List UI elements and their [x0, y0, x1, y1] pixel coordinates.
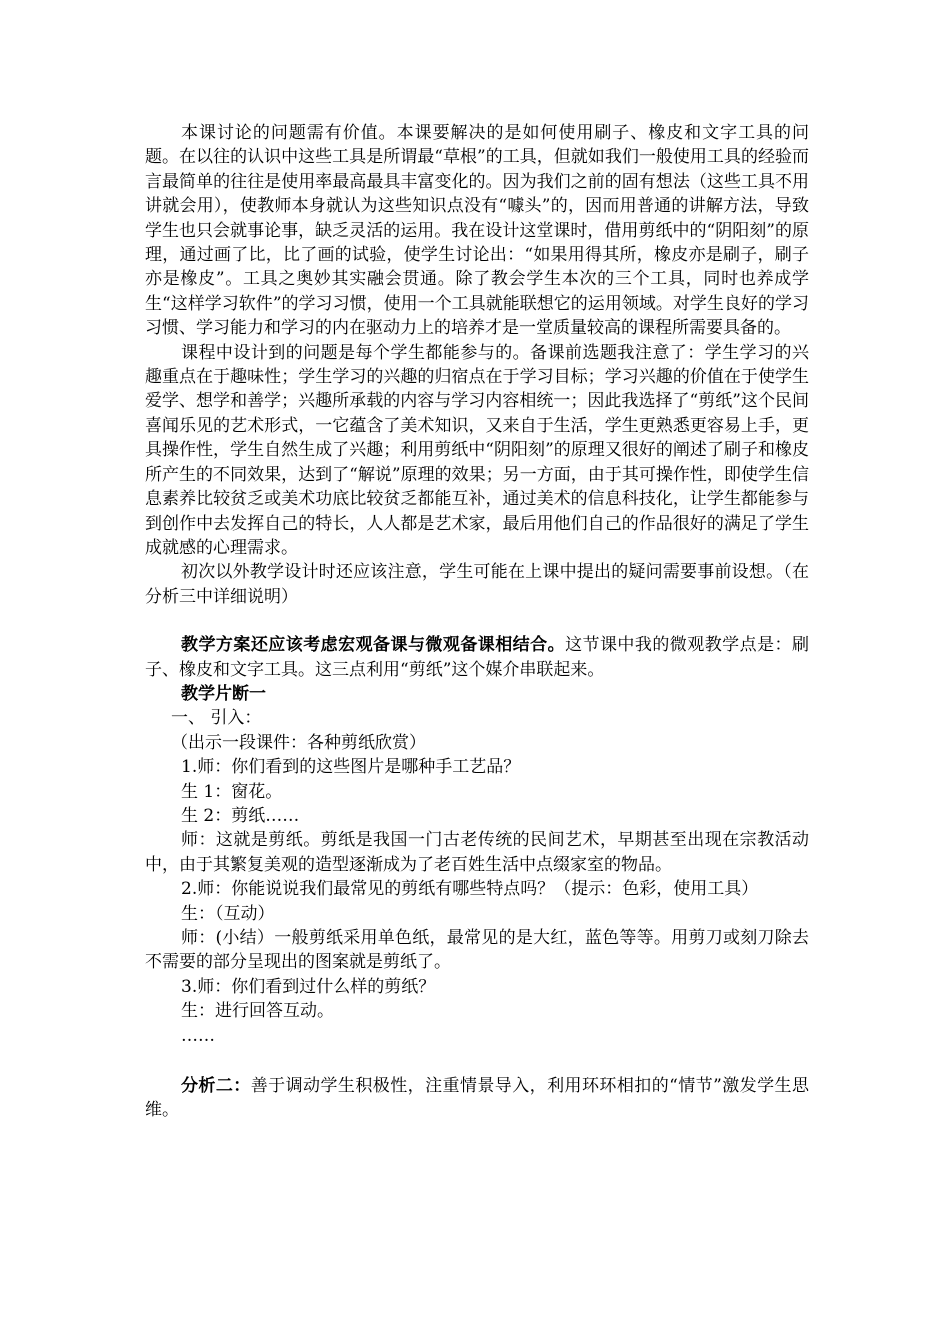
section-title: 教学片断一	[181, 683, 266, 704]
teacher-explanation-1: 师：这就是剪纸。剪纸是我国一门古老传统的民间艺术，早期甚至出现在宗教活动中，由于其繁复美观的造型逐渐成为了老百姓生活中点缀家室的物品。	[145, 830, 809, 875]
paragraph-participation: 课程中设计到的问题是每个学生都能参与的。备课前选题我注意了：学生学习的兴趣重点在于趣味性；学生学习的兴趣的归宿点在于学习目标；学习兴趣的价值在于使学生爱学、想学和善学；兴趣所承载的内容与学习内容相统一；因此我选择了“剪纸”这个民间喜闻乐见的艺术形式，一它蕴含了美术知识，又来自于生活，学生更熟悉更容易上手，更具操作性，学生自然生成了兴趣；利用剪纸中“阴阳刻”的原理又很好的阐述了刷子和橡皮所产生的不同效果，达到了“解说”原理的效果；另一方面，由于其可操作性，即使学生信息素养比较贫乏或美术功底比较贫乏都能互补，通过美术的信息科技化，让学生都能参与到创作中去发挥自己的特长，人人都是艺术家，最后用他们自己的作品很好的满足了学生成就感的心理需求。	[145, 342, 809, 558]
paragraph-macro-micro-bold: 教学方案还应该考虑宏观备课与微观备课相结合。	[181, 635, 566, 656]
teacher-question-2: 2.师：你能说说我们最常见的剪纸有哪些特点吗？（提示：色彩，使用工具）	[181, 879, 759, 900]
student-answer-2: 生 2：剪纸……	[181, 805, 300, 826]
ellipsis: ……	[181, 1025, 215, 1046]
teacher-summary: 师：(小结）一般剪纸采用单色纸，最常见的是大红，蓝色等等。用剪刀或刻刀除去不需要的部分呈现出的图案就是剪纸了。	[145, 928, 809, 973]
teacher-question-1: 1.师：你们看到的这些图片是哪种手工艺品？	[181, 757, 521, 778]
paragraph-preparation-note: 初次以外教学设计时还应该注意，学生可能在上课中提出的疑问需要事前设想。（在分析三中详细说明）	[145, 562, 809, 607]
analysis-two-label: 分析二：	[181, 1076, 251, 1097]
paragraph-macro-micro	[145, 633, 809, 682]
student-answer-3: 生：（互动）	[181, 903, 275, 924]
teacher-question-3: 3.师：你们看到过什么样的剪纸？	[181, 976, 436, 997]
courseware-note: （出示一段课件：各种剪纸欣赏）	[171, 732, 426, 753]
analysis-two	[145, 1074, 809, 1123]
paragraph-macro-micro-text: 这节课中我的微观教学点是：刷子、橡皮和文字工具。这三点利用“剪纸”这个媒介串联起来。	[145, 635, 810, 680]
paragraph-value-of-questions: 本课讨论的问题需有价值。本课要解决的是如何使用刷子、橡皮和文字工具的问题。在以往的认识中这些工具是所谓最“草根”的工具，但就如我们一般使用工具的经验而言最简单的往往是使用率最高最具丰富变化的。因为我们之前的固有想法（这些工具不用讲就会用），使教师本身就认为这些知识点没有“噱头”的，因而用普通的讲解方法，导致学生也只会就事论事，缺乏灵活的运用。我在设计这堂课时，借用剪纸中的“阴阳刻”的原理，通过画了比，比了画的试验，使学生讨论出：“如果用得其所，橡皮亦是刷子，刷子亦是橡皮”。工具之奥妙其实融会贯通。除了教会学生本次的三个工具，同时也养成学生“这样学习软件”的学习习惯，使用一个工具就能联想它的运用领域。对学生良好的学习习惯、学习能力和学习的内在驱动力上的培养才是一堂质量较高的课程所需要具备的。	[145, 123, 809, 339]
student-answer-4: 生：进行回答互动。	[181, 1001, 334, 1022]
analysis-two-text: 善于调动学生积极性，注重情景导入，利用环环相扣的“情节”激发学生思维。	[145, 1076, 809, 1121]
student-answer-1: 生 1：窗花。	[181, 781, 283, 802]
document-page	[145, 121, 809, 1123]
step-intro: 一、 引入：	[171, 708, 262, 729]
